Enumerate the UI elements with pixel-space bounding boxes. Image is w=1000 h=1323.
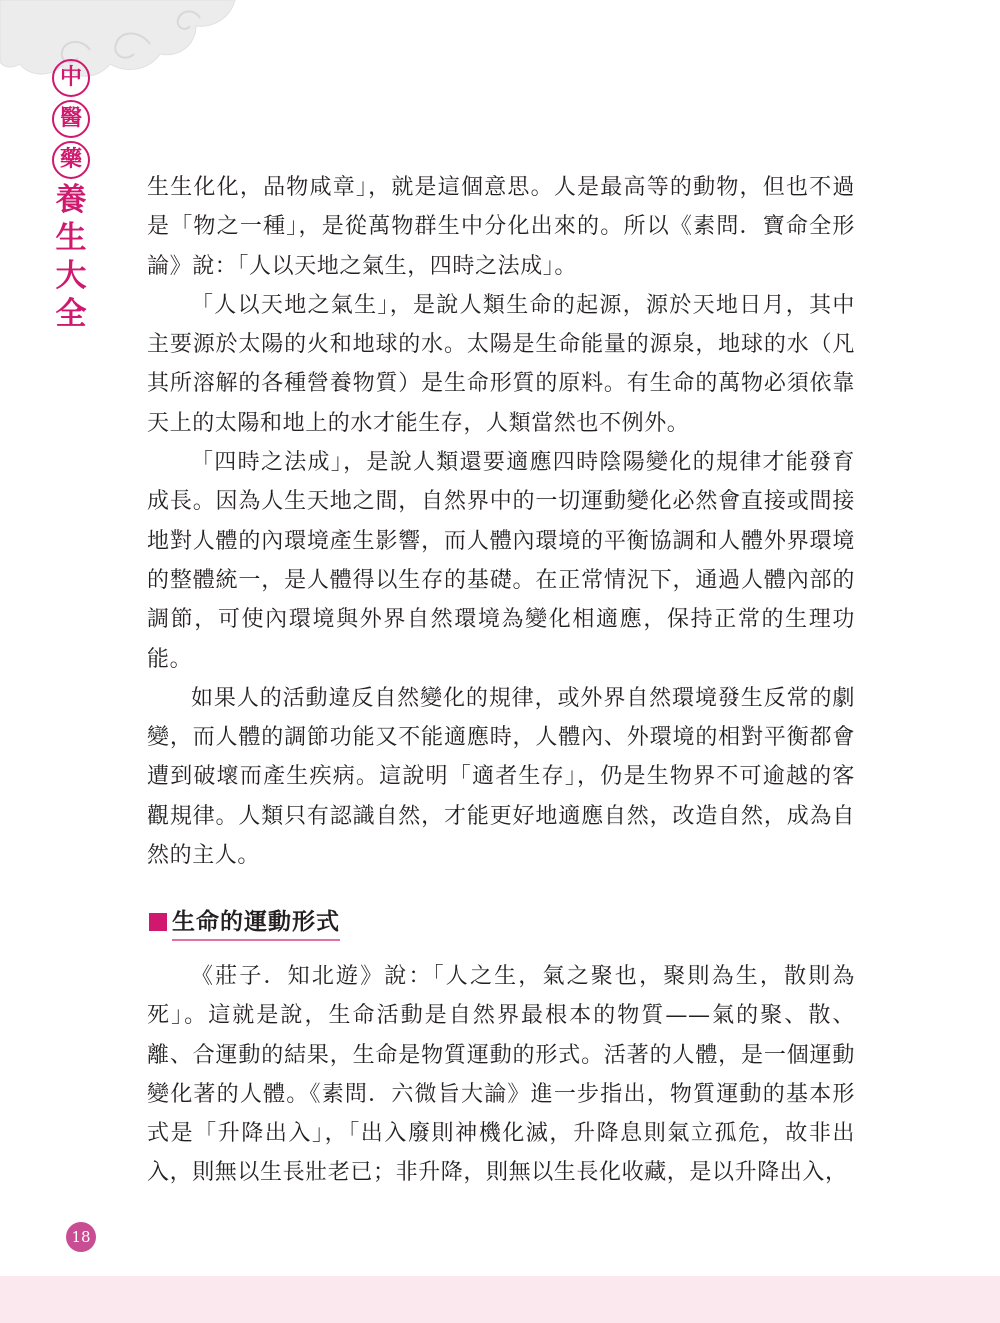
series-title-char: 大: [55, 258, 87, 294]
paragraph: 生生化化，品物咸章」，就是這個意思。人是最高等的動物，但也不過是「物之一種」，是從萬物群生中分化出來的。所以《素問．寶命全形論》說：「人以天地之氣生，四時之法成」。: [147, 175, 855, 279]
section-heading-text: 生命的運動形式: [172, 903, 340, 941]
series-title-vertical: [48, 58, 94, 333]
series-title-char: 中: [52, 59, 90, 97]
series-title-char: 養: [55, 182, 87, 218]
section-heading: [149, 903, 340, 941]
series-title-char: 生: [55, 220, 87, 256]
cloud-ornament: [0, 0, 240, 110]
page-number-badge: 18: [66, 1222, 96, 1252]
series-title-char: 藥: [52, 141, 90, 179]
paragraph: 「四時之法成」，是說人類還要適應四時陰陽變化的規律才能發育成長。因為人生天地之間，自然界中的一切運動變化必然會直接或間接地對人體的內環境產生影響，而人體內環境的平衡協調和人體外界環境的整體統一，是人體得以生存的基礎。在正常情況下，通過人體內部的調節，可使內環境與外界自然環境為變化相適應，保持正常的生理功能。: [147, 450, 855, 672]
series-title-char: 全: [55, 296, 87, 332]
footer-band: [0, 1276, 1000, 1323]
square-bullet-icon: [149, 913, 167, 931]
paragraph: 如果人的活動違反自然變化的規律，或外界自然環境發生反常的劇變，而人體的調節功能又不能適應時，人體內、外環境的相對平衡都會遭到破壞而產生疾病。這說明「適者生存」，仍是生物界不可逾越的客觀規律。人類只有認識自然，才能更好地適應自然，改造自然，成為自然的主人。: [147, 685, 855, 869]
body-text-top: [147, 168, 855, 875]
paragraph: 《莊子．知北遊》說：「人之生，氣之聚也，聚則為生，散則為死」。這就是說，生命活動是自然界最根本的物質——氣的聚、散、離、合運動的結果，生命是物質運動的形式。活著的人體，是一個運動變化著的人體。《素問．六微旨大論》進一步指出，物質運動的基本形式是「升降出入」，「出入廢則神機化滅，升降息則氣立孤危，故非出入，則無以生長壯老已；非升降，則無以生長化收藏，是以升降出入，: [147, 964, 855, 1186]
body-text-section: [147, 957, 855, 1193]
paragraph: 「人以天地之氣生」，是說人類生命的起源，源於天地日月，其中主要源於太陽的火和地球的水。太陽是生命能量的源泉，地球的水（凡其所溶解的各種營養物質）是生命形質的原料。有生命的萬物必須依靠天上的太陽和地上的水才能生存，人類當然也不例外。: [147, 292, 855, 436]
series-title-char: 醫: [52, 100, 90, 138]
